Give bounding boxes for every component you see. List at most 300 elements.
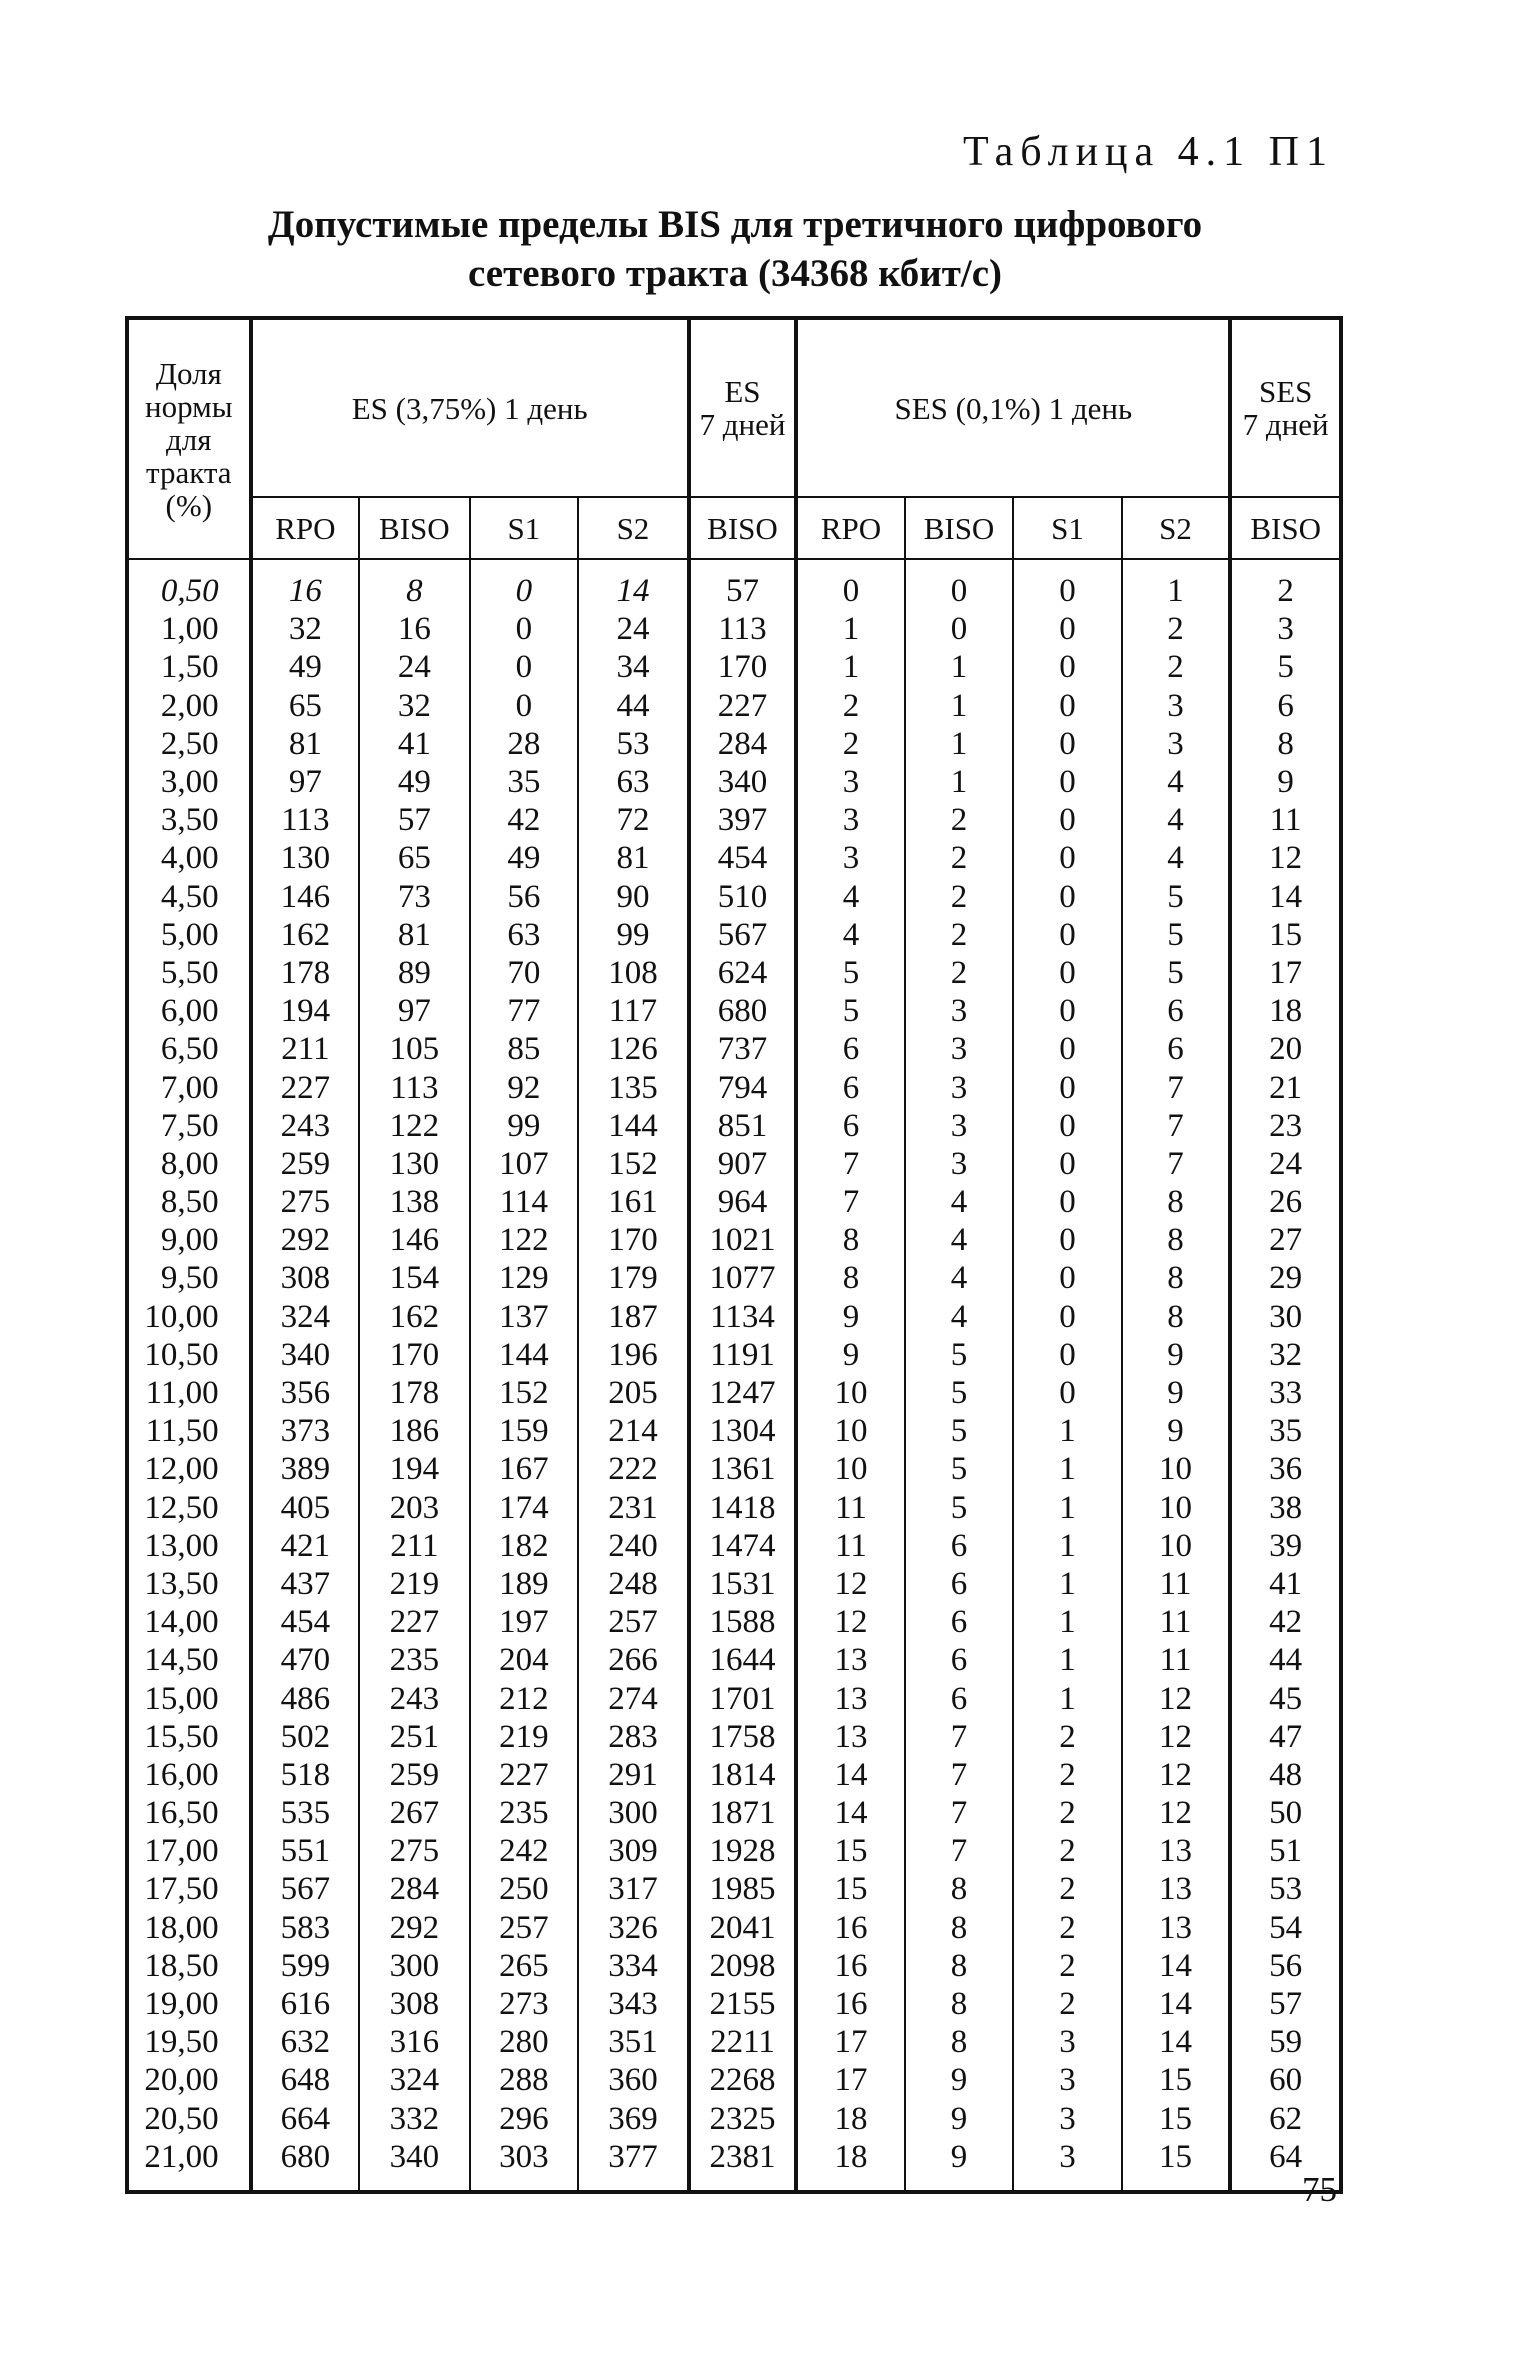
table-cell: 259 — [251, 1145, 360, 1183]
table-cell: 14 — [796, 1794, 905, 1832]
table-cell: 32 — [359, 687, 470, 725]
table-cell: 0 — [470, 559, 579, 610]
row-share-cell: 2,00 — [127, 687, 251, 725]
table-cell: 1985 — [689, 1870, 797, 1908]
table-cell: 7 — [905, 1718, 1014, 1756]
subheader-cell: BISO — [905, 497, 1014, 559]
table-cell: 49 — [251, 648, 360, 686]
table-cell: 13 — [1122, 1909, 1231, 1947]
table-cell: 44 — [1230, 1641, 1341, 1679]
table-cell: 1077 — [689, 1259, 797, 1297]
row-share-cell: 15,50 — [127, 1718, 251, 1756]
table-cell: 97 — [359, 992, 470, 1030]
table-cell: 187 — [578, 1298, 689, 1336]
table-row — [127, 1641, 1341, 1679]
table-cell: 11 — [1122, 1641, 1231, 1679]
table-cell: 2211 — [689, 2023, 797, 2061]
table-cell: 162 — [359, 1298, 470, 1336]
table-cell: 6 — [905, 1679, 1014, 1717]
table-cell: 33 — [1230, 1374, 1341, 1412]
table-cell: 470 — [251, 1641, 360, 1679]
table-cell: 60 — [1230, 2061, 1341, 2099]
table-cell: 23 — [1230, 1107, 1341, 1145]
table-cell: 1021 — [689, 1221, 797, 1259]
table-cell: 1474 — [689, 1527, 797, 1565]
row-share-cell: 9,00 — [127, 1221, 251, 1259]
table-cell: 332 — [359, 2100, 470, 2138]
table-cell: 242 — [470, 1832, 579, 1870]
table-cell: 257 — [578, 1603, 689, 1641]
table-cell: 351 — [578, 2023, 689, 2061]
page-number: 75 — [1302, 2170, 1337, 2209]
table-cell: 222 — [578, 1450, 689, 1488]
table-cell: 664 — [251, 2100, 360, 2138]
table-cell: 57 — [359, 801, 470, 839]
row-share-cell: 1,50 — [127, 648, 251, 686]
table-cell: 7 — [796, 1183, 905, 1221]
table-row — [127, 1909, 1341, 1947]
table-cell: 227 — [689, 687, 797, 725]
table-row — [127, 1718, 1341, 1756]
table-cell: 90 — [578, 878, 689, 916]
table-cell: 340 — [251, 1336, 360, 1374]
subheader-cell: S2 — [1122, 497, 1231, 559]
table-cell: 14 — [1122, 1947, 1231, 1985]
table-cell: 7 — [905, 1794, 1014, 1832]
table-cell: 3 — [1013, 2100, 1122, 2138]
table-cell: 0 — [1013, 1183, 1122, 1221]
table-cell: 308 — [251, 1259, 360, 1297]
table-cell: 3 — [905, 1030, 1014, 1068]
row-share-cell: 16,50 — [127, 1794, 251, 1832]
table-cell: 0 — [1013, 1107, 1122, 1145]
table-cell: 9 — [1122, 1374, 1231, 1412]
table-cell: 389 — [251, 1450, 360, 1488]
table-cell: 309 — [578, 1832, 689, 1870]
table-cell: 1247 — [689, 1374, 797, 1412]
table-cell: 12 — [1122, 1718, 1231, 1756]
table-cell: 9 — [905, 2100, 1014, 2138]
table-cell: 251 — [359, 1718, 470, 1756]
table-cell: 144 — [470, 1336, 579, 1374]
table-cell: 1644 — [689, 1641, 797, 1679]
table-cell: 92 — [470, 1068, 579, 1106]
table-cell: 137 — [470, 1298, 579, 1336]
table-cell: 266 — [578, 1641, 689, 1679]
table-cell: 214 — [578, 1412, 689, 1450]
table-cell: 41 — [359, 725, 470, 763]
table-cell: 8 — [1122, 1221, 1231, 1259]
table-title — [125, 200, 1345, 298]
table-cell: 1418 — [689, 1489, 797, 1527]
table-cell: 178 — [251, 954, 360, 992]
table-cell: 12 — [796, 1565, 905, 1603]
table-cell: 680 — [689, 992, 797, 1030]
row-share-cell: 3,50 — [127, 801, 251, 839]
table-cell: 6 — [905, 1641, 1014, 1679]
table-cell: 130 — [359, 1145, 470, 1183]
table-cell: 81 — [251, 725, 360, 763]
table-cell: 6 — [796, 1068, 905, 1106]
row-share-cell: 20,50 — [127, 2100, 251, 2138]
table-cell: 2155 — [689, 1985, 797, 2023]
table-cell: 284 — [359, 1870, 470, 1908]
table-label: Таблица 4.1 П1 — [963, 129, 1334, 175]
table-cell: 18 — [796, 2100, 905, 2138]
table-cell: 50 — [1230, 1794, 1341, 1832]
table-cell: 159 — [470, 1412, 579, 1450]
row-share-cell: 20,00 — [127, 2061, 251, 2099]
table-cell: 4 — [1122, 801, 1231, 839]
table-cell: 10 — [796, 1450, 905, 1488]
table-cell: 194 — [251, 992, 360, 1030]
table-cell: 8 — [359, 559, 470, 610]
table-cell: 296 — [470, 2100, 579, 2138]
table-cell: 41 — [1230, 1565, 1341, 1603]
table-cell: 81 — [359, 916, 470, 954]
table-cell: 8 — [1122, 1183, 1231, 1221]
table-cell: 113 — [689, 610, 797, 648]
table-cell: 1134 — [689, 1298, 797, 1336]
table-row — [127, 954, 1341, 992]
table-cell: 3 — [796, 763, 905, 801]
table-cell: 964 — [689, 1183, 797, 1221]
table-cell: 0 — [1013, 1374, 1122, 1412]
table-cell: 0 — [1013, 992, 1122, 1030]
table-cell: 502 — [251, 1718, 360, 1756]
table-cell: 130 — [251, 839, 360, 877]
table-cell: 7 — [1122, 1145, 1231, 1183]
table-cell: 11 — [796, 1489, 905, 1527]
table-cell: 616 — [251, 1985, 360, 2023]
table-cell: 56 — [470, 878, 579, 916]
table-cell: 27 — [1230, 1221, 1341, 1259]
row-share-cell: 4,00 — [127, 839, 251, 877]
subheader-cell: RPO — [251, 497, 360, 559]
table-cell: 7 — [796, 1145, 905, 1183]
table-cell: 204 — [470, 1641, 579, 1679]
table-cell: 5 — [1230, 648, 1341, 686]
table-cell: 0 — [470, 648, 579, 686]
table-row — [127, 1794, 1341, 1832]
table-cell: 0 — [1013, 648, 1122, 686]
table-cell: 1 — [1013, 1489, 1122, 1527]
row-share-cell: 5,00 — [127, 916, 251, 954]
table-cell: 179 — [578, 1259, 689, 1297]
table-cell: 3 — [796, 839, 905, 877]
table-cell: 794 — [689, 1068, 797, 1106]
table-cell: 1928 — [689, 1832, 797, 1870]
table-cell: 316 — [359, 2023, 470, 2061]
table-cell: 1 — [905, 648, 1014, 686]
table-row — [127, 1068, 1341, 1106]
row-share-cell: 4,50 — [127, 878, 251, 916]
table-cell: 77 — [470, 992, 579, 1030]
table-cell: 326 — [578, 1909, 689, 1947]
table-row — [127, 1412, 1341, 1450]
table-cell: 2 — [1013, 1870, 1122, 1908]
table-cell: 113 — [251, 801, 360, 839]
row-share-cell: 16,00 — [127, 1756, 251, 1794]
row-share-cell: 19,00 — [127, 1985, 251, 2023]
table-cell: 35 — [1230, 1412, 1341, 1450]
table-cell: 189 — [470, 1565, 579, 1603]
table-cell: 7 — [905, 1832, 1014, 1870]
table-cell: 2268 — [689, 2061, 797, 2099]
table-cell: 99 — [578, 916, 689, 954]
table-row — [127, 2100, 1341, 2138]
table-row — [127, 1679, 1341, 1717]
table-cell: 632 — [251, 2023, 360, 2061]
table-cell: 0 — [1013, 725, 1122, 763]
table-cell: 15 — [1122, 2100, 1231, 2138]
table-cell: 2 — [905, 954, 1014, 992]
table-cell: 324 — [251, 1298, 360, 1336]
table-cell: 0 — [1013, 610, 1122, 648]
table-row — [127, 1107, 1341, 1145]
header-es-1-day: ES (3,75%) 1 день — [251, 318, 689, 497]
table-cell: 240 — [578, 1527, 689, 1565]
table-cell: 6 — [905, 1603, 1014, 1641]
table-cell: 274 — [578, 1679, 689, 1717]
table-cell: 510 — [689, 878, 797, 916]
table-cell: 231 — [578, 1489, 689, 1527]
table-cell: 6 — [1230, 687, 1341, 725]
row-share-cell: 13,00 — [127, 1527, 251, 1565]
table-cell: 51 — [1230, 1832, 1341, 1870]
table-cell: 8 — [905, 1909, 1014, 1947]
table-cell: 1 — [1122, 559, 1231, 610]
table-cell: 308 — [359, 1985, 470, 2023]
table-cell: 0 — [1013, 1068, 1122, 1106]
table-cell: 0 — [1013, 916, 1122, 954]
table-cell: 17 — [1230, 954, 1341, 992]
table-cell: 851 — [689, 1107, 797, 1145]
subheader-cell: BISO — [689, 497, 797, 559]
table-cell: 39 — [1230, 1527, 1341, 1565]
table-cell: 3 — [1230, 610, 1341, 648]
table-row — [127, 839, 1341, 877]
bis-limits-table — [125, 316, 1343, 2194]
table-row — [127, 916, 1341, 954]
table-cell: 1361 — [689, 1450, 797, 1488]
table-cell: 1 — [1013, 1565, 1122, 1603]
table-cell: 15 — [796, 1870, 905, 1908]
table-cell: 1191 — [689, 1336, 797, 1374]
table-cell: 5 — [796, 992, 905, 1030]
table-cell: 63 — [470, 916, 579, 954]
table-cell: 259 — [359, 1756, 470, 1794]
table-cell: 11 — [796, 1527, 905, 1565]
table-cell: 0 — [1013, 1298, 1122, 1336]
table-cell: 8 — [796, 1259, 905, 1297]
table-row — [127, 1145, 1341, 1183]
table-row — [127, 1221, 1341, 1259]
table-row — [127, 1183, 1341, 1221]
table-row — [127, 1603, 1341, 1641]
table-cell: 6 — [905, 1565, 1014, 1603]
table-cell: 2 — [905, 916, 1014, 954]
table-cell: 2 — [1230, 559, 1341, 610]
table-cell: 29 — [1230, 1259, 1341, 1297]
table-cell: 0 — [1013, 1030, 1122, 1068]
table-cell: 3 — [905, 1107, 1014, 1145]
table-cell: 1 — [905, 763, 1014, 801]
table-row — [127, 1336, 1341, 1374]
table-cell: 5 — [1122, 954, 1231, 992]
table-cell: 122 — [470, 1221, 579, 1259]
table-cell: 9 — [905, 2138, 1014, 2192]
table-cell: 5 — [905, 1450, 1014, 1488]
table-cell: 8 — [796, 1221, 905, 1259]
table-cell: 3 — [1122, 687, 1231, 725]
table-cell: 0 — [905, 610, 1014, 648]
table-cell: 0 — [1013, 1259, 1122, 1297]
table-cell: 1304 — [689, 1412, 797, 1450]
table-cell: 275 — [251, 1183, 360, 1221]
table-cell: 10 — [796, 1412, 905, 1450]
row-share-cell: 7,00 — [127, 1068, 251, 1106]
table-cell: 303 — [470, 2138, 579, 2192]
table-cell: 0 — [1013, 878, 1122, 916]
table-cell: 186 — [359, 1412, 470, 1450]
table-cell: 28 — [470, 725, 579, 763]
table-cell: 196 — [578, 1336, 689, 1374]
row-share-cell: 6,00 — [127, 992, 251, 1030]
header-share-of-norm: Доля нормы для тракта (%) — [127, 318, 251, 559]
table-cell: 2 — [796, 725, 905, 763]
table-cell: 114 — [470, 1183, 579, 1221]
table-cell: 65 — [359, 839, 470, 877]
table-cell: 42 — [1230, 1603, 1341, 1641]
table-cell: 397 — [689, 801, 797, 839]
table-cell: 1588 — [689, 1603, 797, 1641]
table-cell: 12 — [1230, 839, 1341, 877]
table-cell: 13 — [1122, 1832, 1231, 1870]
table-cell: 138 — [359, 1183, 470, 1221]
table-cell: 167 — [470, 1450, 579, 1488]
table-cell: 2 — [1013, 1718, 1122, 1756]
table-cell: 0 — [1013, 1221, 1122, 1259]
row-share-cell: 0,50 — [127, 559, 251, 610]
table-cell: 227 — [359, 1603, 470, 1641]
table-cell: 340 — [689, 763, 797, 801]
table-cell: 2 — [1013, 1947, 1122, 1985]
table-cell: 324 — [359, 2061, 470, 2099]
table-cell: 2041 — [689, 1909, 797, 1947]
table-row — [127, 1450, 1341, 1488]
table-cell: 53 — [578, 725, 689, 763]
table-cell: 0 — [1013, 839, 1122, 877]
table-cell: 1701 — [689, 1679, 797, 1717]
table-cell: 9 — [1122, 1412, 1231, 1450]
table-cell: 265 — [470, 1947, 579, 1985]
table-cell: 35 — [470, 763, 579, 801]
table-cell: 8 — [905, 1870, 1014, 1908]
table-cell: 45 — [1230, 1679, 1341, 1717]
table-cell: 49 — [470, 839, 579, 877]
table-cell: 13 — [796, 1641, 905, 1679]
table-cell: 373 — [251, 1412, 360, 1450]
table-row — [127, 1565, 1341, 1603]
table-cell: 5 — [905, 1412, 1014, 1450]
row-share-cell: 19,50 — [127, 2023, 251, 2061]
table-cell: 32 — [1230, 1336, 1341, 1374]
table-cell: 10 — [1122, 1489, 1231, 1527]
table-cell: 405 — [251, 1489, 360, 1527]
table-cell: 486 — [251, 1679, 360, 1717]
table-cell: 0 — [1013, 1336, 1122, 1374]
table-cell: 30 — [1230, 1298, 1341, 1336]
table-row — [127, 1832, 1341, 1870]
row-share-cell: 11,00 — [127, 1374, 251, 1412]
table-cell: 126 — [578, 1030, 689, 1068]
table-cell: 583 — [251, 1909, 360, 1947]
table-cell: 20 — [1230, 1030, 1341, 1068]
table-cell: 280 — [470, 2023, 579, 2061]
table-cell: 3 — [905, 1068, 1014, 1106]
table-cell: 13 — [1122, 1870, 1231, 1908]
table-cell: 16 — [796, 1909, 905, 1947]
row-share-cell: 12,00 — [127, 1450, 251, 1488]
table-cell: 2 — [796, 687, 905, 725]
table-cell: 567 — [689, 916, 797, 954]
table-cell: 8 — [905, 1947, 1014, 1985]
table-cell: 275 — [359, 1832, 470, 1870]
row-share-cell: 11,50 — [127, 1412, 251, 1450]
table-cell: 907 — [689, 1145, 797, 1183]
table-cell: 243 — [251, 1107, 360, 1145]
table-cell: 6 — [796, 1030, 905, 1068]
table-cell: 11 — [1122, 1565, 1231, 1603]
table-cell: 1 — [796, 610, 905, 648]
table-cell: 292 — [251, 1221, 360, 1259]
table-cell: 1 — [1013, 1527, 1122, 1565]
table-cell: 4 — [1122, 839, 1231, 877]
table-cell: 4 — [796, 878, 905, 916]
table-cell: 283 — [578, 1718, 689, 1756]
table-cell: 81 — [578, 839, 689, 877]
table-cell: 10 — [796, 1374, 905, 1412]
table-cell: 64 — [1230, 2138, 1341, 2192]
table-cell: 4 — [1122, 763, 1231, 801]
table-cell: 8 — [905, 1985, 1014, 2023]
table-cell: 0 — [1013, 763, 1122, 801]
table-cell: 2 — [1013, 1794, 1122, 1832]
row-share-cell: 10,50 — [127, 1336, 251, 1374]
table-cell: 288 — [470, 2061, 579, 2099]
table-cell: 9 — [1230, 763, 1341, 801]
table-row — [127, 878, 1341, 916]
table-cell: 300 — [359, 1947, 470, 1985]
table-cell: 567 — [251, 1870, 360, 1908]
table-row — [127, 725, 1341, 763]
table-cell: 12 — [1122, 1756, 1231, 1794]
table-cell: 105 — [359, 1030, 470, 1068]
subheader-cell: BISO — [1230, 497, 1341, 559]
table-cell: 2 — [1013, 1832, 1122, 1870]
table-cell: 5 — [1122, 916, 1231, 954]
table-cell: 47 — [1230, 1718, 1341, 1756]
table-cell: 162 — [251, 916, 360, 954]
table-cell: 13 — [796, 1679, 905, 1717]
table-cell: 1 — [1013, 1603, 1122, 1641]
table-cell: 9 — [905, 2061, 1014, 2099]
table-cell: 8 — [905, 2023, 1014, 2061]
table-cell: 1 — [1013, 1450, 1122, 1488]
table-row — [127, 763, 1341, 801]
table-cell: 8 — [1230, 725, 1341, 763]
